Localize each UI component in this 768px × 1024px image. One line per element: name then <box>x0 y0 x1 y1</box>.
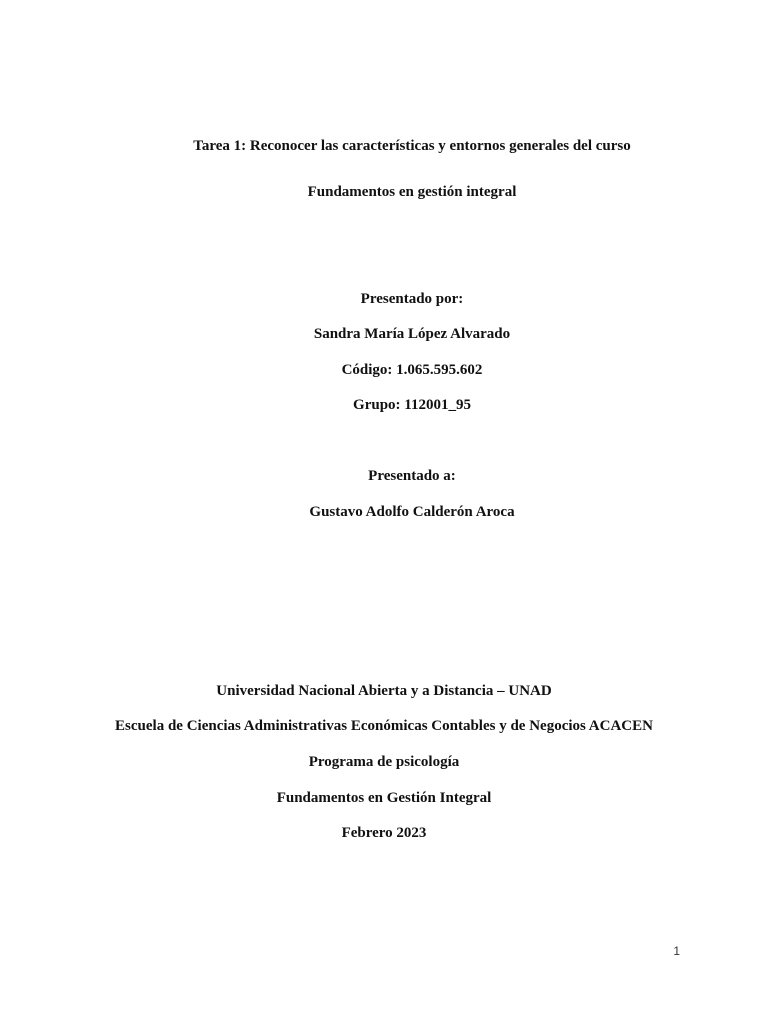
school-name: Escuela de Ciencias Administrativas Económicas Contables y de Negocios ACACEN <box>115 718 653 734</box>
program-name: Programa de psicología <box>308 754 460 770</box>
task-title: Tarea 1: Reconocer las características y entornos generales del curso <box>193 138 631 154</box>
course-name: Fundamentos en gestión integral <box>307 184 517 200</box>
student-code: Código: 1.065.595.602 <box>341 362 483 378</box>
course-footer: Fundamentos en Gestión Integral <box>276 790 492 806</box>
student-group: Grupo: 112001_95 <box>353 397 471 413</box>
page-number: 1 <box>673 944 680 958</box>
presented-to-label: Presentado a: <box>368 468 456 484</box>
document-date: Febrero 2023 <box>341 825 427 841</box>
tutor-name: Gustavo Adolfo Calderón Aroca <box>309 504 515 520</box>
presented-by-label: Presentado por: <box>360 291 464 307</box>
university-name: Universidad Nacional Abierta y a Distancia – UNAD <box>216 683 552 699</box>
student-name: Sandra María López Alvarado <box>313 326 511 342</box>
